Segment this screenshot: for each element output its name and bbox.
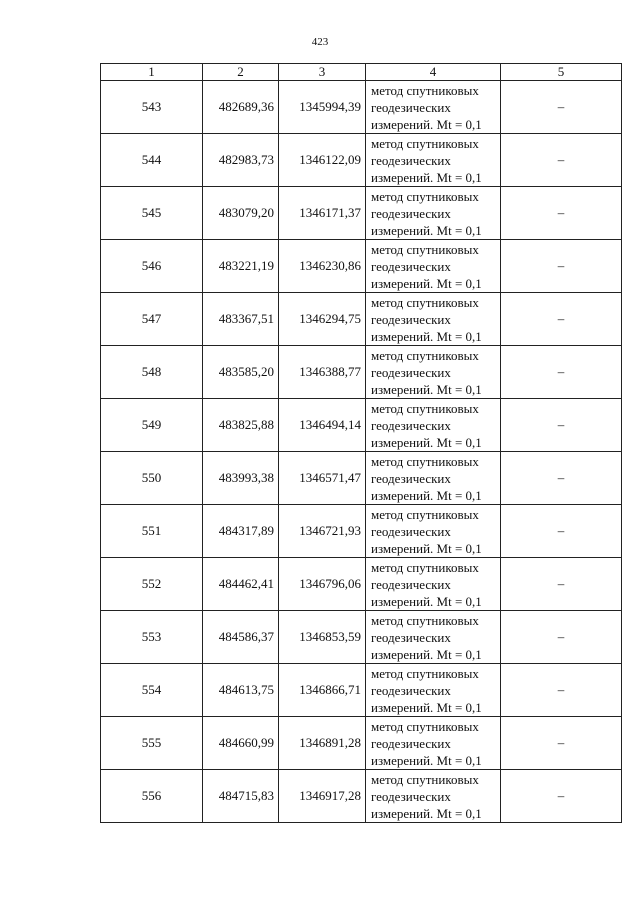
method-line: геодезических	[371, 576, 451, 592]
table-header-row	[101, 64, 622, 81]
method-line: метод спутниковых	[371, 188, 479, 204]
method-line: метод спутниковых	[371, 559, 479, 575]
method-description	[366, 558, 501, 611]
coordinate-x: 484715,83	[203, 770, 279, 823]
coordinate-y: 1346866,71	[279, 664, 366, 717]
note-cell: –	[501, 293, 622, 346]
method-line: геодезических	[371, 629, 451, 645]
column-header-1: 1	[101, 64, 203, 81]
coordinate-y: 1346853,59	[279, 611, 366, 664]
method-line: измерений. Mt = 0,1	[371, 275, 482, 291]
method-line: метод спутниковых	[371, 294, 479, 310]
method-description	[366, 452, 501, 505]
method-line: метод спутниковых	[371, 241, 479, 257]
coordinate-y: 1346571,47	[279, 452, 366, 505]
column-header-2: 2	[203, 64, 279, 81]
column-header-4: 4	[366, 64, 501, 81]
coordinate-y: 1346494,14	[279, 399, 366, 452]
method-line: геодезических	[371, 311, 451, 327]
table-row	[101, 717, 622, 770]
coordinate-x: 484660,99	[203, 717, 279, 770]
table-row	[101, 346, 622, 399]
coordinate-x: 484586,37	[203, 611, 279, 664]
method-line: метод спутниковых	[371, 665, 479, 681]
table-row	[101, 81, 622, 134]
point-number: 547	[101, 293, 203, 346]
note-cell: –	[501, 770, 622, 823]
method-line: геодезических	[371, 735, 451, 751]
method-description	[366, 134, 501, 187]
table-row	[101, 134, 622, 187]
note-cell: –	[501, 134, 622, 187]
note-cell: –	[501, 240, 622, 293]
point-number: 545	[101, 187, 203, 240]
column-header-3: 3	[279, 64, 366, 81]
table-row	[101, 187, 622, 240]
method-line: метод спутниковых	[371, 135, 479, 151]
column-header-5: 5	[501, 64, 622, 81]
coordinate-x: 484613,75	[203, 664, 279, 717]
note-cell: –	[501, 611, 622, 664]
point-number: 556	[101, 770, 203, 823]
method-line: геодезических	[371, 99, 451, 115]
method-line: геодезических	[371, 788, 451, 804]
table-row	[101, 558, 622, 611]
method-line: метод спутниковых	[371, 612, 479, 628]
coordinate-y: 1346721,93	[279, 505, 366, 558]
method-line: метод спутниковых	[371, 718, 479, 734]
coordinates-table	[100, 63, 622, 823]
coordinate-x: 483221,19	[203, 240, 279, 293]
note-cell: –	[501, 505, 622, 558]
method-line: метод спутниковых	[371, 400, 479, 416]
method-line: измерений. Mt = 0,1	[371, 752, 482, 768]
method-line: геодезических	[371, 205, 451, 221]
method-line: измерений. Mt = 0,1	[371, 169, 482, 185]
method-description	[366, 770, 501, 823]
coordinate-y: 1346917,28	[279, 770, 366, 823]
coordinate-x: 483367,51	[203, 293, 279, 346]
method-line: измерений. Mt = 0,1	[371, 593, 482, 609]
coordinate-x: 483585,20	[203, 346, 279, 399]
method-line: измерений. Mt = 0,1	[371, 434, 482, 450]
coordinate-x: 484462,41	[203, 558, 279, 611]
method-line: метод спутниковых	[371, 506, 479, 522]
table-body	[101, 81, 622, 823]
coordinate-y: 1346122,09	[279, 134, 366, 187]
coordinate-x: 482689,36	[203, 81, 279, 134]
point-number: 553	[101, 611, 203, 664]
point-number: 549	[101, 399, 203, 452]
method-line: измерений. Mt = 0,1	[371, 699, 482, 715]
note-cell: –	[501, 664, 622, 717]
method-line: геодезических	[371, 364, 451, 380]
method-line: измерений. Mt = 0,1	[371, 487, 482, 503]
table-row	[101, 293, 622, 346]
method-line: измерений. Mt = 0,1	[371, 222, 482, 238]
note-cell: –	[501, 81, 622, 134]
method-description	[366, 399, 501, 452]
method-line: геодезических	[371, 152, 451, 168]
note-cell: –	[501, 717, 622, 770]
table-row	[101, 505, 622, 558]
method-line: метод спутниковых	[371, 82, 479, 98]
method-line: метод спутниковых	[371, 347, 479, 363]
method-line: геодезических	[371, 682, 451, 698]
coordinate-x: 483825,88	[203, 399, 279, 452]
method-line: геодезических	[371, 470, 451, 486]
table-row	[101, 452, 622, 505]
method-line: геодезических	[371, 417, 451, 433]
method-description	[366, 293, 501, 346]
method-line: геодезических	[371, 258, 451, 274]
coordinate-x: 483079,20	[203, 187, 279, 240]
coordinate-y: 1346388,77	[279, 346, 366, 399]
method-description	[366, 611, 501, 664]
method-description	[366, 346, 501, 399]
method-description	[366, 187, 501, 240]
method-line: измерений. Mt = 0,1	[371, 328, 482, 344]
coordinate-x: 484317,89	[203, 505, 279, 558]
table-row	[101, 770, 622, 823]
note-cell: –	[501, 558, 622, 611]
table-row	[101, 399, 622, 452]
point-number: 548	[101, 346, 203, 399]
note-cell: –	[501, 452, 622, 505]
point-number: 555	[101, 717, 203, 770]
point-number: 550	[101, 452, 203, 505]
coordinate-x: 483993,38	[203, 452, 279, 505]
coordinate-y: 1345994,39	[279, 81, 366, 134]
coordinate-y: 1346294,75	[279, 293, 366, 346]
point-number: 543	[101, 81, 203, 134]
point-number: 554	[101, 664, 203, 717]
note-cell: –	[501, 346, 622, 399]
method-line: измерений. Mt = 0,1	[371, 381, 482, 397]
method-description	[366, 664, 501, 717]
coordinate-y: 1346171,37	[279, 187, 366, 240]
point-number: 544	[101, 134, 203, 187]
table-row	[101, 240, 622, 293]
method-description	[366, 240, 501, 293]
method-line: измерений. Mt = 0,1	[371, 116, 482, 132]
method-description	[366, 717, 501, 770]
method-line: геодезических	[371, 523, 451, 539]
coordinate-y: 1346891,28	[279, 717, 366, 770]
method-description	[366, 505, 501, 558]
note-cell: –	[501, 399, 622, 452]
point-number: 552	[101, 558, 203, 611]
point-number: 551	[101, 505, 203, 558]
page-number: 423	[311, 36, 329, 48]
method-line: измерений. Mt = 0,1	[371, 805, 482, 821]
note-cell: –	[501, 187, 622, 240]
method-line: измерений. Mt = 0,1	[371, 540, 482, 556]
point-number: 546	[101, 240, 203, 293]
coordinate-y: 1346796,06	[279, 558, 366, 611]
coordinate-y: 1346230,86	[279, 240, 366, 293]
coordinate-x: 482983,73	[203, 134, 279, 187]
method-line: измерений. Mt = 0,1	[371, 646, 482, 662]
method-description	[366, 81, 501, 134]
table-row	[101, 611, 622, 664]
method-line: метод спутниковых	[371, 453, 479, 469]
method-line: метод спутниковых	[371, 771, 479, 787]
table-row	[101, 664, 622, 717]
